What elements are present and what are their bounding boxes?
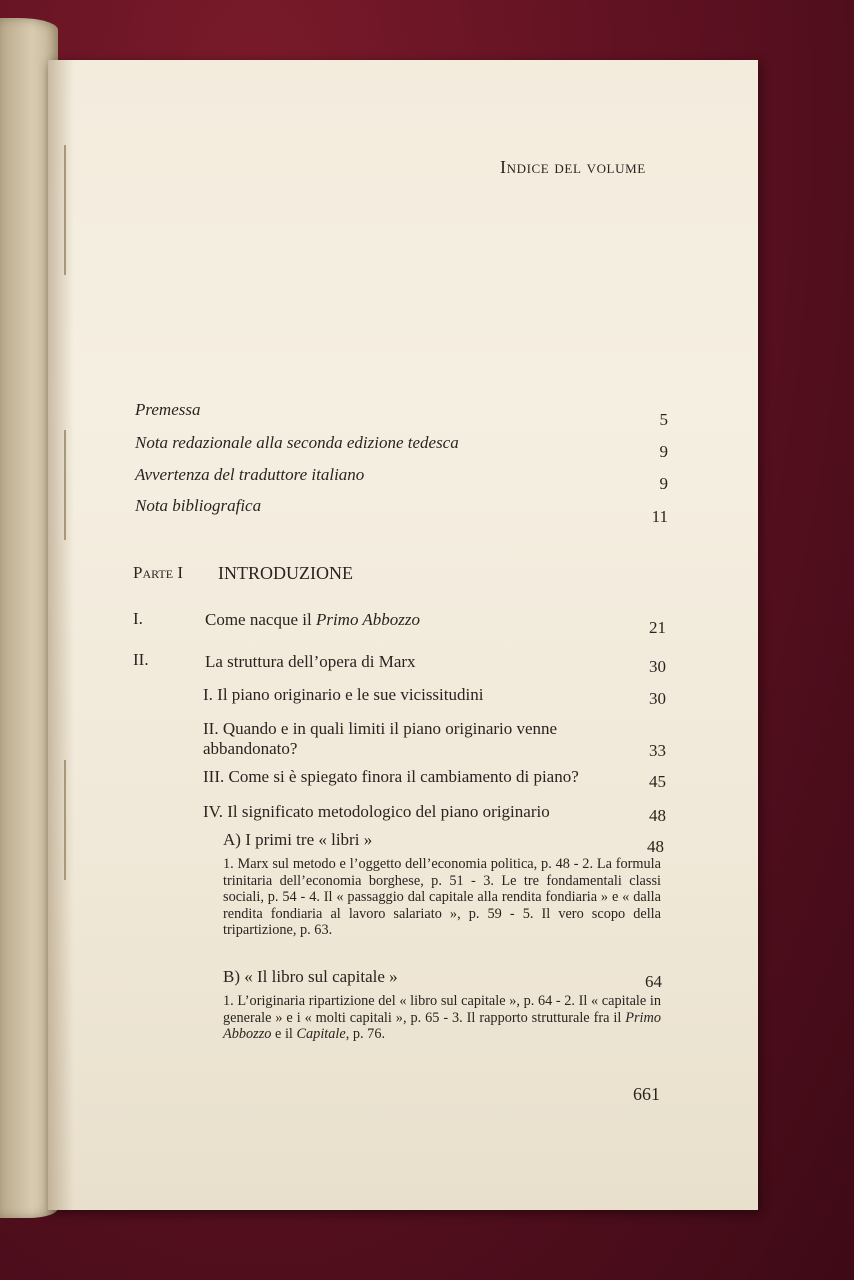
summary-text: , p. 76. — [345, 1026, 386, 1042]
binding-stitch — [64, 430, 66, 540]
section-page: 30 — [649, 689, 666, 708]
section-title: IV. Il significato metodologico del piano originario — [203, 802, 550, 821]
binding-stitch — [64, 760, 66, 880]
subsection-page: 48 — [647, 837, 664, 856]
part-title: INTRODUZIONE — [218, 563, 353, 583]
part-label: Parte I — [133, 563, 183, 582]
page-header: Indice del volume — [500, 157, 646, 177]
toc-entry-page: 9 — [659, 442, 668, 461]
chapter-title — [205, 610, 420, 630]
section-title-continued: abbandonato? — [203, 739, 298, 758]
toc-entry-title: Premessa — [135, 400, 201, 419]
toc-entry-page: 11 — [651, 507, 668, 526]
chapter-number: II. — [133, 650, 149, 669]
subsection-page: 64 — [645, 972, 662, 991]
page-number: 661 — [633, 1084, 660, 1104]
summary-text: e il — [271, 1026, 297, 1042]
chapter-number: I. — [133, 609, 143, 628]
book-page — [48, 60, 758, 1210]
summary-italic: Capitale — [296, 1026, 346, 1042]
section-title: II. Quando e in quali limiti il piano originario venne — [203, 719, 558, 738]
toc-entry-title: Avvertenza del traduttore italiano — [135, 465, 365, 484]
section-page: 33 — [649, 741, 666, 760]
subsection-title: B) « Il libro sul capitale » — [223, 967, 398, 986]
subsection-title: A) I primi tre « libri » — [223, 830, 373, 849]
toc-entry-page: 5 — [659, 410, 668, 429]
subsection-summary — [223, 993, 661, 1043]
toc-entry-title: Nota redazionale alla seconda edizione tedesca — [135, 433, 459, 452]
toc-entry-page: 9 — [659, 474, 668, 493]
chapter-page: 30 — [649, 657, 666, 676]
binding-stitch — [64, 145, 66, 275]
subsection-summary: 1. Marx sul metodo e l’oggetto dell’economia politica, p. 48 - 2. La formula trinitaria dell’economia borghese, p. 51 - 3. Le tre fondamentali classi sociali, p. 54 - 4. Il « passaggio dal capitale alla rendita fondiaria » e « dalla rendita fondiaria al lavoro salariato », p. 59 - 5. Il vero scopo della tripartizione, p. 63. — [223, 856, 661, 938]
summary-italic: Primo Abbozzo — [223, 1009, 661, 1042]
section-page: 48 — [649, 806, 666, 825]
summary-text: 1. L’originaria ripartizione del « libro sul capitale », p. 64 - 2. Il « capitale in generale » e i « molti capitali », p. 65 - 3. Il rapporto strutturale fra il — [223, 993, 661, 1026]
chapter-title-italic: Primo Abbozzo — [315, 610, 421, 629]
chapter-title: La struttura dell’opera di Marx — [205, 652, 416, 671]
chapter-page: 21 — [649, 618, 666, 637]
toc-entry-title: Nota bibliografica — [135, 496, 262, 515]
chapter-title-text: Come nacque il — [205, 610, 316, 629]
section-page: 45 — [649, 772, 666, 791]
section-title: I. Il piano originario e le sue vicissitudini — [203, 685, 484, 704]
section-title: III. Come si è spiegato finora il cambiamento di piano? — [203, 767, 579, 786]
